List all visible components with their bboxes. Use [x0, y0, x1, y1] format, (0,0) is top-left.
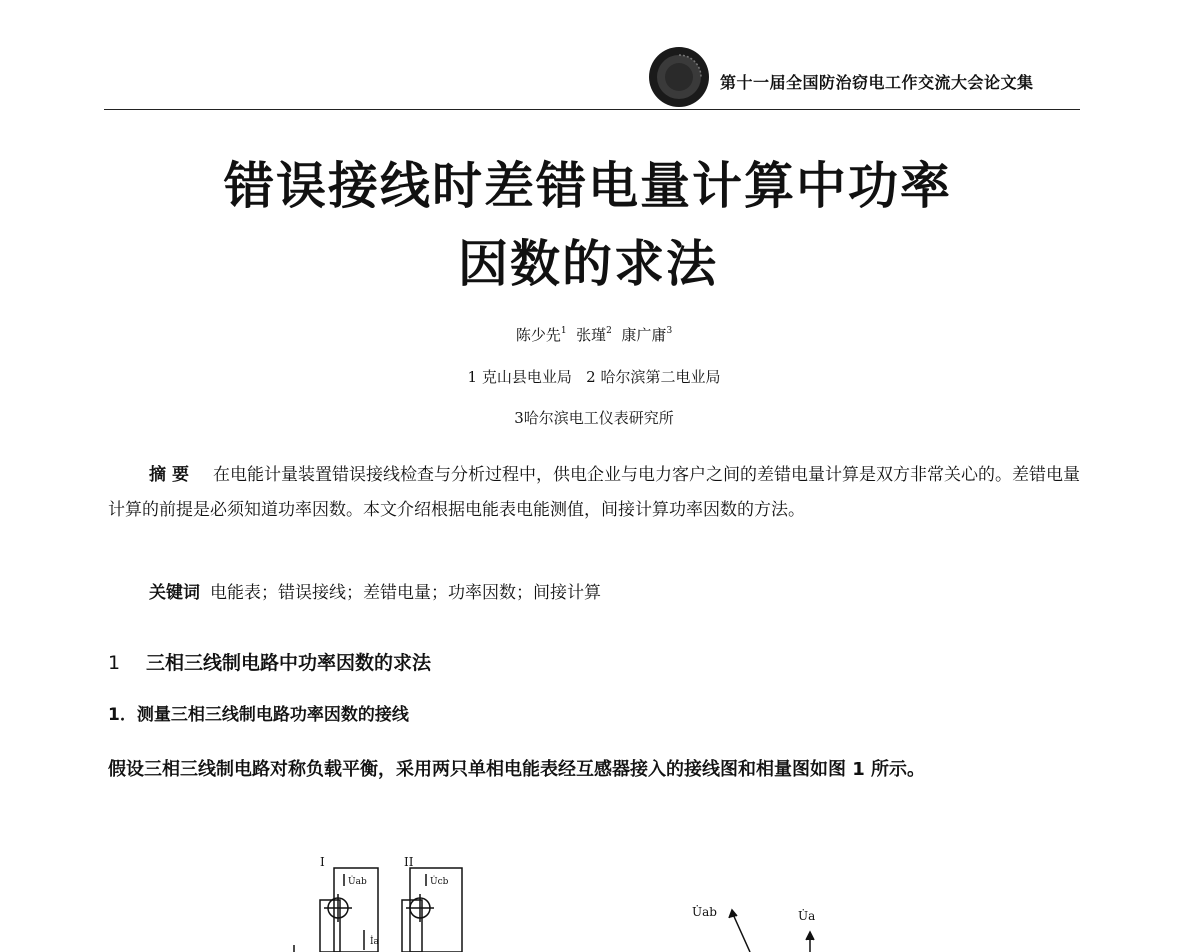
affiliation-line-1: 1 克山县电业局 2 哈尔滨第二电业局: [467, 368, 721, 386]
affiliation-line-2: 3哈尔滨电工仪表研究所: [514, 409, 674, 427]
phasor-label-ua: U̇a: [798, 909, 816, 923]
paper-title-line-2: 因数的求法: [458, 235, 718, 293]
author-list: 陈少先$^1$ 张瑾$^2$ 康广庸$^3$: [515, 326, 673, 344]
paper-title-line-1: 错误接线时差错电量计算中功率: [224, 157, 952, 215]
header-divider: [104, 109, 1080, 110]
proceedings-header-title: 第十一届全国防治窃电工作交流大会论文集: [720, 73, 1034, 92]
voltage-label-two: U̇cb: [430, 877, 449, 887]
author-name: 康广庸: [621, 326, 667, 344]
section-heading: [108, 648, 431, 675]
current-label: İa: [370, 937, 379, 947]
phasor-label-uab: U̇ab: [692, 905, 717, 919]
keywords-text: 电能表；错误接线；差错电量；功率因数；间接计算: [210, 583, 601, 603]
affiliation: 哈尔滨电工仪表研究所: [523, 409, 674, 427]
section-number: 1: [108, 652, 121, 674]
abstract-text: 在电能计量装置错误接线检查与分析过程中，供电企业与电力客户之间的差错电量计算是双方非常关心的。差错电量计算的前提是必须知道功率因数。本文介绍根据电能表电能测值，间接计算功率因数的方法。: [108, 465, 1080, 520]
meter-label-two: II: [404, 855, 414, 869]
voltage-label-one: U̇ab: [348, 877, 367, 887]
affiliation: 哈尔滨第二电业局: [600, 368, 721, 386]
subsection-heading: 1．测量三相三线制电路功率因数的接线: [108, 705, 409, 725]
meter-label-one: I: [320, 855, 325, 869]
seal-logo-icon: [648, 46, 710, 108]
abstract: [108, 458, 1080, 528]
wiring-and-phasor-figure: [280, 850, 880, 952]
author-name: 陈少先: [515, 326, 561, 344]
keywords-label: 关键词: [149, 583, 200, 603]
abstract-label: 摘要: [149, 465, 195, 485]
author-name: 张瑾: [576, 326, 607, 344]
affiliation: 克山县电业局: [481, 368, 572, 386]
keywords: [149, 578, 601, 603]
body-paragraph: 假设三相三线制电路对称负载平衡，采用两只单相电能表经互感器接入的接线图和相量图如图 1 所示。: [108, 759, 926, 780]
section-title: 三相三线制电路中功率因数的求法: [146, 652, 432, 674]
